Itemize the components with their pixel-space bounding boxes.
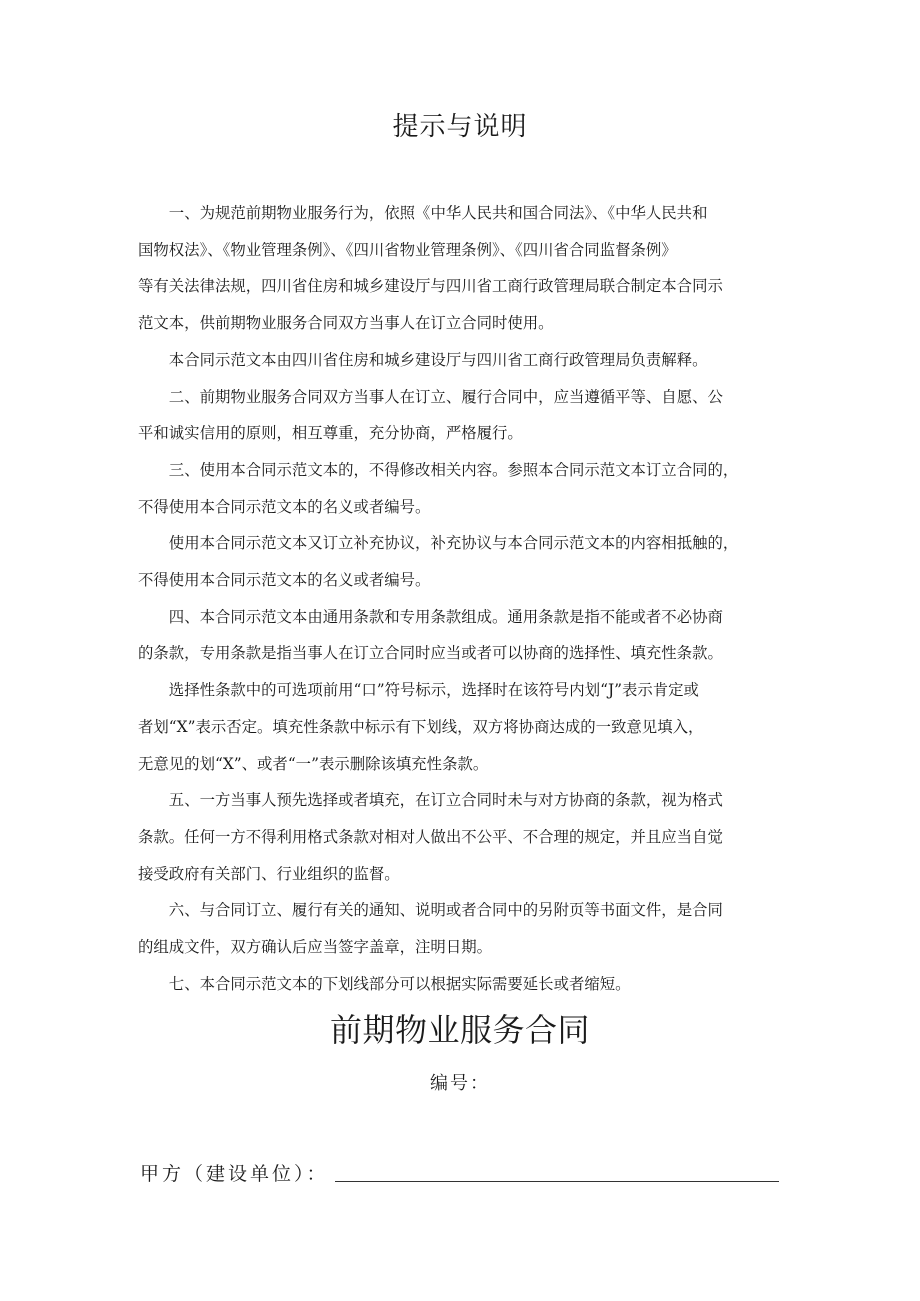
notes-paragraph-line: 平和诚实信用的原则，相互尊重，充分协商，严格履行。 bbox=[138, 424, 523, 443]
notes-paragraph-line: 无意见的划“X”、或者“一”表示删除该填充性条款。 bbox=[138, 754, 489, 773]
notes-title: 提示与说明 bbox=[392, 112, 528, 142]
notes-paragraph-line: 者划“X”表示否定。填充性条款中标示有下划线，双方将协商达成的一致意见填入， bbox=[138, 717, 704, 736]
notes-paragraph-line: 本合同示范文本由四川省住房和城乡建设厅与四川省工商行政管理局负责解释。 bbox=[168, 350, 708, 369]
notes-paragraph bbox=[138, 452, 786, 525]
party-a-label: 甲方（建设单位）： bbox=[140, 1163, 329, 1185]
notes-paragraph-line: 国物权法》、《物业管理条例》、《四川省物业管理条例》、《四川省合同监督条例》 bbox=[138, 240, 677, 259]
contract-number-label: 编号： bbox=[430, 1073, 490, 1094]
notes-paragraph-line: 不得使用本合同示范文本的名义或者编号。 bbox=[138, 497, 431, 516]
notes-paragraph-line: 六、与合同订立、履行有关的通知、说明或者合同中的另附页等书面文件，是合同 bbox=[168, 901, 723, 920]
notes-paragraph-line: 使用本合同示范文本又订立补充协议，补充协议与本合同示范文本的内容相抵触的， bbox=[168, 534, 739, 553]
notes-paragraph bbox=[138, 672, 786, 782]
party-a-blank-line bbox=[335, 1180, 779, 1182]
notes-paragraph-line: 不得使用本合同示范文本的名义或者编号。 bbox=[138, 571, 431, 590]
notes-paragraph-line: 选择性条款中的可选项前用“口”符号标示，选择时在该符号内划“J”表示肯定或 bbox=[168, 681, 699, 700]
party-a-row bbox=[140, 1159, 779, 1186]
notes-paragraph bbox=[138, 379, 786, 452]
notes-paragraph bbox=[138, 342, 786, 379]
contract-title: 前期物业服务合同 bbox=[329, 1011, 590, 1049]
notes-paragraph-line: 三、使用本合同示范文本的，不得修改相关内容。参照本合同示范文本订立合同的， bbox=[168, 460, 739, 479]
notes-paragraph-line: 一、为规范前期物业服务行为，依照《中华人民共和国合同法》、《中华人民共和 bbox=[168, 204, 708, 222]
notes-paragraph-line: 七、本合同示范文本的下划线部分可以根据实际需要延长或者缩短。 bbox=[168, 974, 631, 993]
notes-body bbox=[138, 195, 786, 1002]
notes-paragraph-line: 的组成文件，双方确认后应当签字盖章，注明日期。 bbox=[138, 938, 492, 957]
notes-paragraph bbox=[138, 195, 786, 342]
notes-paragraph-line: 等有关法律法规，四川省住房和城乡建设厅与四川省工商行政管理局联合制定本合同示 bbox=[138, 277, 723, 296]
notes-paragraph bbox=[138, 525, 786, 598]
notes-paragraph-line: 的条款，专用条款是指当事人在订立合同时应当或者可以协商的选择性、填充性条款。 bbox=[138, 644, 723, 663]
notes-paragraph-line: 条款。任何一方不得利用格式条款对相对人做出不公平、不合理的规定，并且应当自觉 bbox=[138, 827, 723, 846]
notes-paragraph bbox=[138, 892, 786, 965]
notes-paragraph-line: 四、本合同示范文本由通用条款和专用条款组成。通用条款是指不能或者不必协商 bbox=[168, 607, 723, 626]
notes-paragraph-line: 接受政府有关部门、行业组织的监督。 bbox=[138, 864, 400, 883]
notes-paragraph-line: 五、一方当事人预先选择或者填充，在订立合同时未与对方协商的条款，视为格式 bbox=[168, 791, 723, 810]
notes-paragraph-line: 范文本，供前期物业服务合同双方当事人在订立合同时使用。 bbox=[138, 314, 554, 333]
notes-paragraph bbox=[138, 599, 786, 672]
notes-paragraph-line: 二、前期物业服务合同双方当事人在订立、履行合同中，应当遵循平等、自愿、公 bbox=[168, 387, 723, 406]
notes-paragraph bbox=[138, 782, 786, 892]
notes-paragraph bbox=[138, 966, 786, 1003]
